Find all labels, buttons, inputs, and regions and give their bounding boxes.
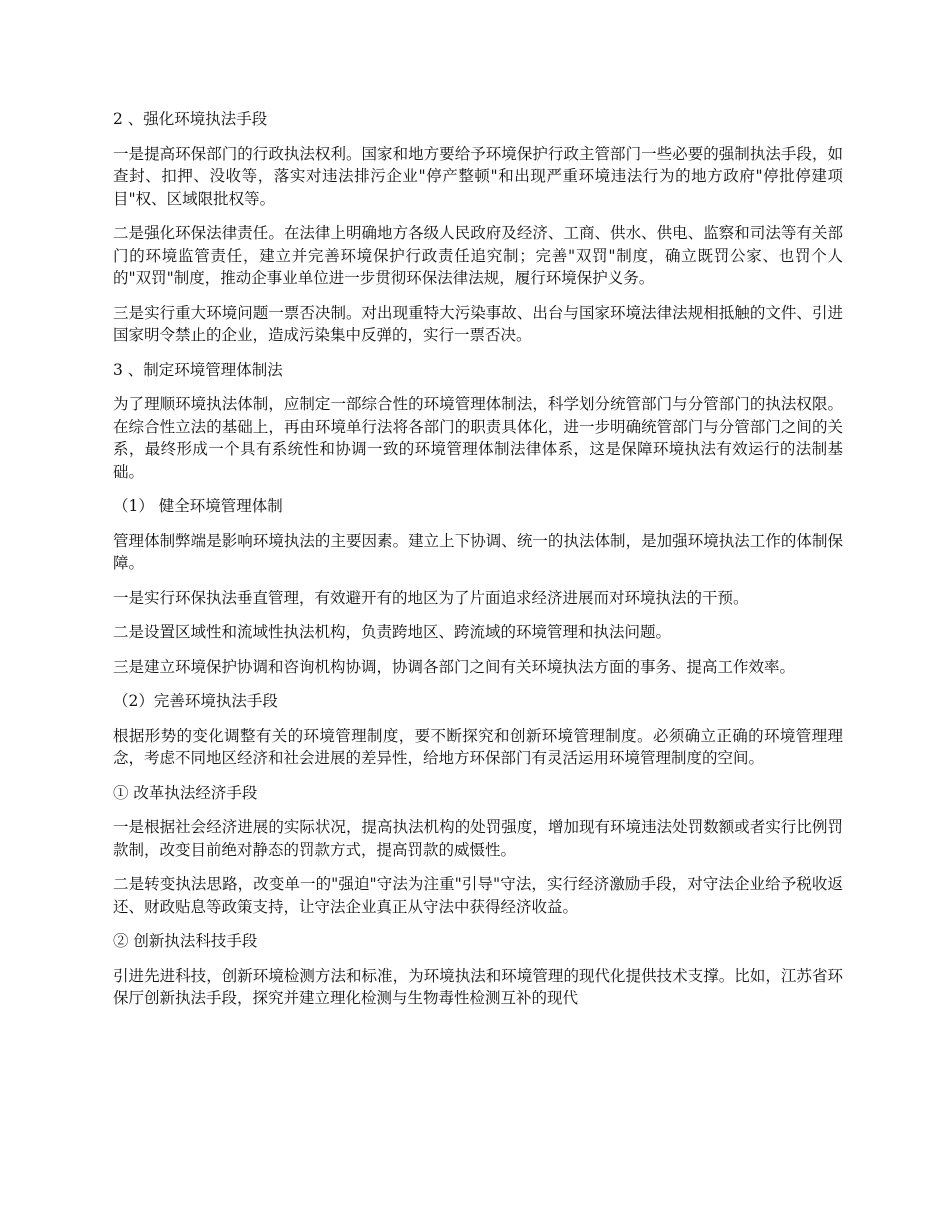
section-heading: 3 、制定环境管理体制法	[113, 360, 283, 379]
paragraph: 根据形势的变化调整有关的环境管理制度，要不断探究和创新环境管理制度。必须确立正确的环境管理理念，考虑不同地区经济和社会进展的差异性，给地方环保部门有灵活运用环境管理制度的空间。	[113, 726, 843, 767]
item-heading: ② 创新执法科技手段	[113, 932, 258, 950]
paragraph: 三是实行重大环境问题一票否决制。对出现重特大污染事故、出台与国家环境法律法规相抵触的文件、引进国家明令禁止的企业，造成污染集中反弹的，实行一票否决。	[113, 303, 843, 344]
paragraph: 管理体制弊端是影响环境执法的主要因素。建立上下协调、统一的执法体制，是加强环境执法工作的体制保障。	[113, 531, 843, 572]
subsection-heading: （2）完善环境执法手段	[113, 692, 278, 710]
paragraph: 二是转变执法思路，改变单一的"强迫"守法为注重"引导"守法，实行经济激励手段，对守法企业给予税收返还、财政贴息等政策支持，让守法企业真正从守法中获得经济收益。	[113, 875, 843, 916]
paragraph: 二是强化环保法律责任。在法律上明确地方各级人民政府及经济、工商、供水、供电、监察和司法等有关部门的环境监管责任，建立并完善环境保护行政责任追究制；完善"双罚"制度，确立既罚公家、也罚个人的"双罚"制度，推动企事业单位进一步贯彻环保法律法规，履行环境保护义务。	[113, 224, 843, 287]
section-heading: 2 、强化环境执法手段	[113, 110, 268, 128]
paragraph: 一是提高环保部门的行政执法权利。国家和地方要给予环境保护行政主管部门一些必要的强制执法手段，如查封、扣押、没收等，落实对违法排污企业"停产整顿"和出现严重环境违法行为的地方政府"停批停建项目"权、区域限批权等。	[113, 144, 843, 208]
paragraph: 为了理顺环境执法体制，应制定一部综合性的环境管理体制法，科学划分统管部门与分管部门的执法权限。在综合性立法的基础上，再由环境单行法将各部门的职责具体化，进一步明确统管部门与分管部门之间的关系，最终形成一个具有系统性和协调一致的环境管理体制法律体系，这是保障环境执法有效运行的法制基础。	[113, 395, 843, 481]
paragraph: 三是建立环境保护协调和咨询机构协调，协调各部门之间有关环境执法方面的事务、提高工作效率。	[113, 657, 796, 676]
item-heading: ① 改革执法经济手段	[113, 783, 258, 802]
subsection-heading: （1） 健全环境管理体制	[113, 497, 283, 515]
paragraph: 引进先进科技，创新环境检测方法和标准，为环境执法和环境管理的现代化提供技术支撑。比如，江苏省环保厅创新执法手段，探究并建立理化检测与生物毒性检测互补的现代	[113, 966, 843, 1007]
document-page	[113, 108, 843, 1022]
paragraph: 二是设置区域性和流域性执法机构，负责跨地区、跨流域的环境管理和执法问题。	[113, 623, 672, 641]
paragraph: 一是根据社会经济进展的实际状况，提高执法机构的处罚强度，增加现有环境违法处罚数额或者实行比例罚款制，改变目前绝对静态的罚款方式，提高罚款的威慑性。	[113, 818, 843, 859]
paragraph: 一是实行环保执法垂直管理，有效避开有的地区为了片面追求经济进展而对环境执法的干预。	[113, 588, 749, 607]
